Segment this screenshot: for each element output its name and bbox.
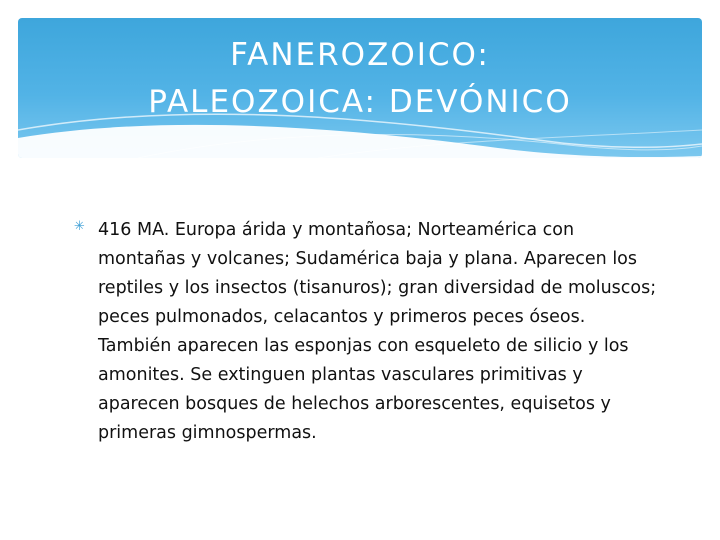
slide-title bbox=[18, 32, 702, 126]
bullet-item bbox=[74, 216, 664, 448]
title-line-1: FANEROZOICO: bbox=[230, 37, 490, 73]
title-band bbox=[18, 18, 702, 158]
title-line-2: PALEOZOICA: DEVÓNICO bbox=[148, 84, 572, 120]
content-body bbox=[74, 216, 664, 448]
bullet-text: 416 MA. Europa árida y montañosa; Norteamérica con montañas y volcanes; Sudamérica baja y plana. Aparecen los reptiles y los insectos (tisanuros); gran diversidad de moluscos; peces pulmonados, celacantos y primeros peces óseos. También aparecen las esponjas con esqueleto de silicio y los amonites. Se extinguen plantas vasculares primitivas y aparecen bosques de helechos arborescentes, equisetos y primeras gimnospermas. bbox=[98, 220, 657, 443]
asterisk-icon: ✳ bbox=[74, 219, 85, 234]
